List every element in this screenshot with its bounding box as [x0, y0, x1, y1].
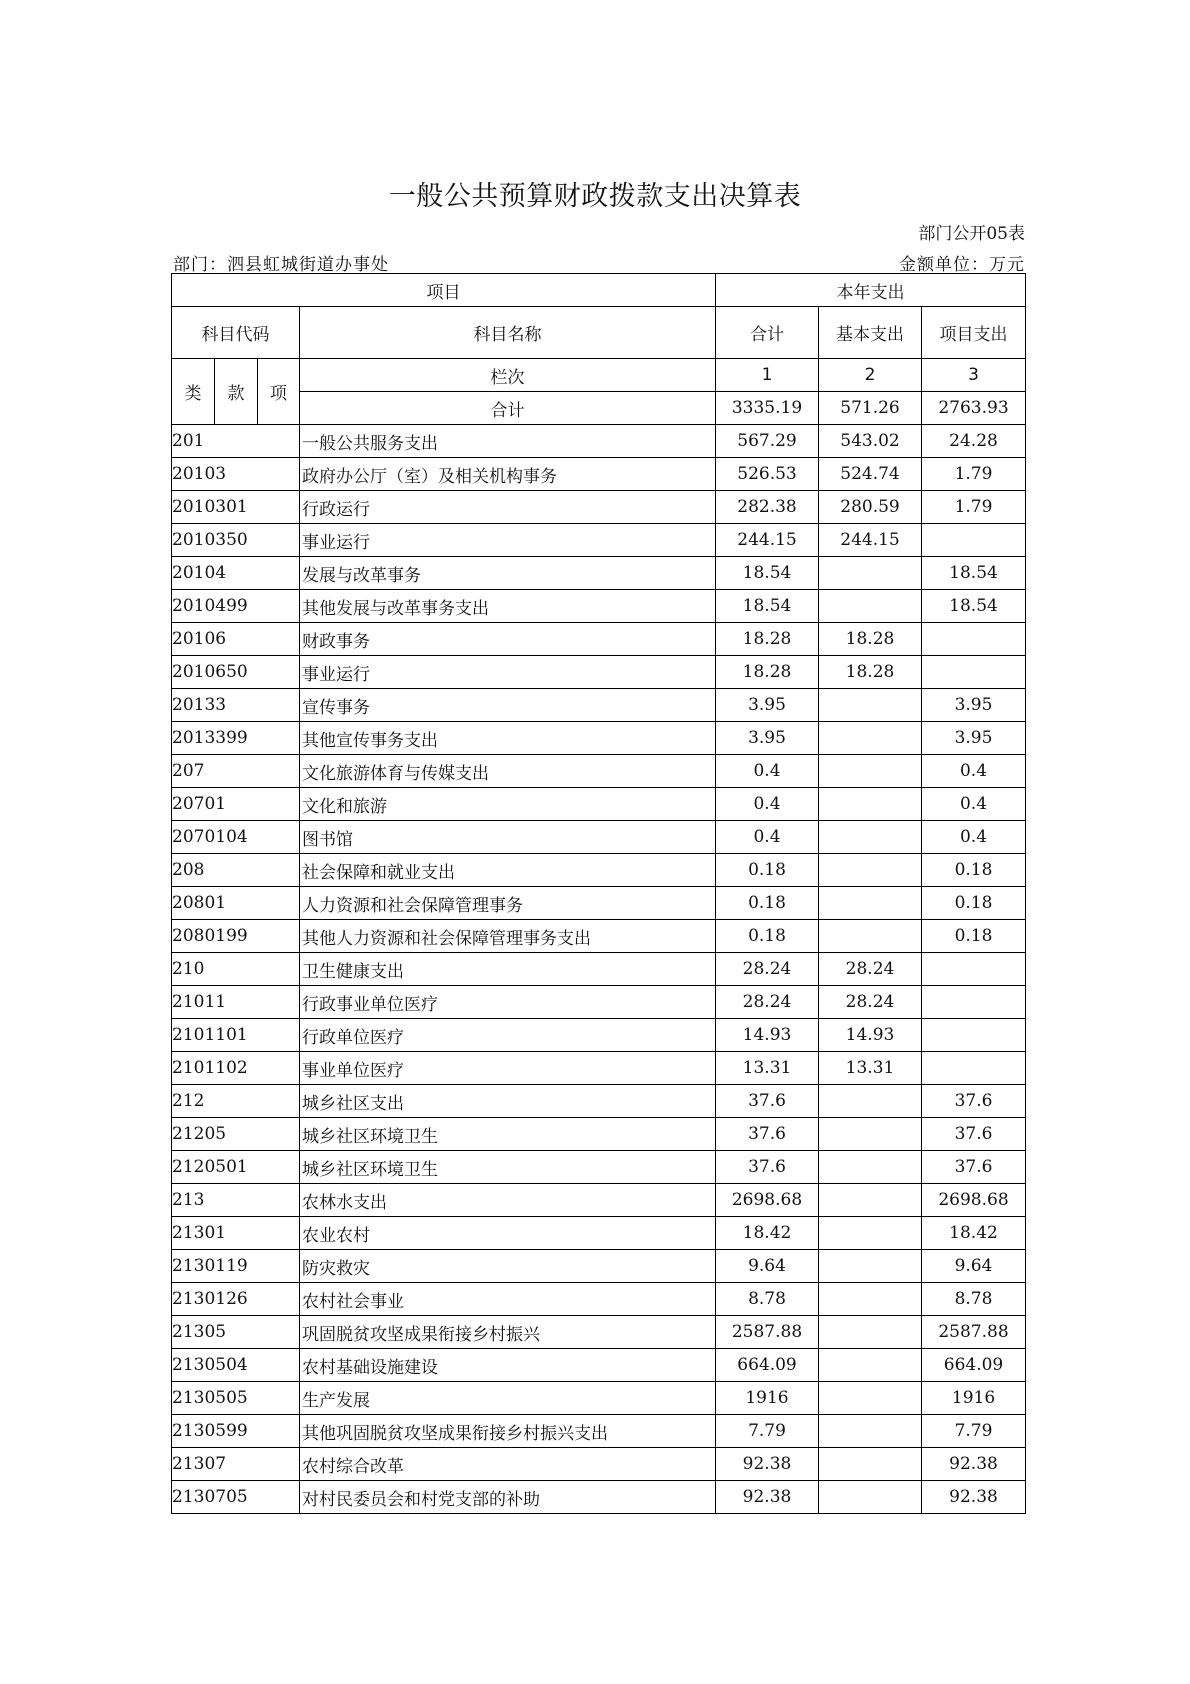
row-code: 208: [172, 854, 300, 887]
row-basic: [819, 1316, 922, 1349]
row-basic: 18.28: [819, 656, 922, 689]
table-row: [172, 656, 1026, 689]
row-total: 18.42: [716, 1217, 819, 1250]
row-project: 664.09: [922, 1349, 1026, 1382]
table-row: [172, 491, 1026, 524]
row-total: 1916: [716, 1382, 819, 1415]
table-row: [172, 1349, 1026, 1382]
row-code: 20106: [172, 623, 300, 656]
table-row: [172, 1217, 1026, 1250]
row-total: 0.18: [716, 854, 819, 887]
table-row: [172, 689, 1026, 722]
table-row: [172, 1019, 1026, 1052]
row-total: 0.4: [716, 821, 819, 854]
row-project: 1916: [922, 1382, 1026, 1415]
row-name: 城乡社区环境卫生: [300, 1118, 716, 1151]
row-name: 人力资源和社会保障管理事务: [300, 887, 716, 920]
row-name: 农村综合改革: [300, 1448, 716, 1481]
row-basic: 543.02: [819, 425, 922, 458]
row-code: 2120501: [172, 1151, 300, 1184]
row-code: 2010650: [172, 656, 300, 689]
table-row: [172, 1250, 1026, 1283]
total-basic: 571.26: [819, 392, 922, 425]
header-project-expense: 项目支出: [922, 307, 1026, 359]
row-basic: 524.74: [819, 458, 922, 491]
header-lei: 类: [172, 359, 215, 425]
row-name: 农村社会事业: [300, 1283, 716, 1316]
row-code: 213: [172, 1184, 300, 1217]
row-project: 9.64: [922, 1250, 1026, 1283]
row-name: 文化旅游体育与传媒支出: [300, 755, 716, 788]
row-code: 2130504: [172, 1349, 300, 1382]
row-code: 2130126: [172, 1283, 300, 1316]
row-basic: 18.28: [819, 623, 922, 656]
row-name: 事业单位医疗: [300, 1052, 716, 1085]
row-basic: [819, 689, 922, 722]
row-project: 3.95: [922, 689, 1026, 722]
row-total: 18.28: [716, 656, 819, 689]
row-basic: [819, 755, 922, 788]
table-row: [172, 887, 1026, 920]
row-project: 18.54: [922, 557, 1026, 590]
row-total: 9.64: [716, 1250, 819, 1283]
row-project: [922, 953, 1026, 986]
table-row: [172, 1283, 1026, 1316]
row-basic: [819, 788, 922, 821]
row-code: 2080199: [172, 920, 300, 953]
table-row: [172, 821, 1026, 854]
row-name: 其他人力资源和社会保障管理事务支出: [300, 920, 716, 953]
table-row: [172, 953, 1026, 986]
page-title: 一般公共预算财政拨款支出决算表: [388, 181, 802, 212]
row-project: 2587.88: [922, 1316, 1026, 1349]
row-basic: [819, 1382, 922, 1415]
row-project: 37.6: [922, 1151, 1026, 1184]
table-row: [172, 458, 1026, 491]
header-subject-code: 科目代码: [172, 307, 300, 359]
row-basic: 28.24: [819, 986, 922, 1019]
row-project: [922, 986, 1026, 1019]
row-name: 事业运行: [300, 524, 716, 557]
row-name: 事业运行: [300, 656, 716, 689]
row-basic: [819, 1217, 922, 1250]
table-row: [172, 1448, 1026, 1481]
row-project: 37.6: [922, 1085, 1026, 1118]
header-kuan: 款: [215, 359, 258, 425]
row-name: 图书馆: [300, 821, 716, 854]
row-project: 1.79: [922, 458, 1026, 491]
row-basic: [819, 557, 922, 590]
row-project: 0.4: [922, 755, 1026, 788]
row-name: 农村基础设施建设: [300, 1349, 716, 1382]
row-total: 2587.88: [716, 1316, 819, 1349]
table-row: [172, 1151, 1026, 1184]
row-project: 0.18: [922, 920, 1026, 953]
table-row: [172, 1184, 1026, 1217]
row-project: 7.79: [922, 1415, 1026, 1448]
row-basic: 280.59: [819, 491, 922, 524]
row-project: 0.4: [922, 788, 1026, 821]
header-xiang: 项: [258, 359, 300, 425]
row-name: 行政运行: [300, 491, 716, 524]
row-name: 农林水支出: [300, 1184, 716, 1217]
row-project: 92.38: [922, 1448, 1026, 1481]
row-name: 行政单位医疗: [300, 1019, 716, 1052]
table-row: [172, 623, 1026, 656]
row-basic: [819, 722, 922, 755]
row-total: 18.54: [716, 590, 819, 623]
row-project: 0.18: [922, 887, 1026, 920]
row-basic: [819, 1118, 922, 1151]
table-row: [172, 1316, 1026, 1349]
table-row: [172, 854, 1026, 887]
table-row: [172, 1052, 1026, 1085]
amount-unit-label: 金额单位：万元: [899, 255, 1025, 275]
row-project: [922, 623, 1026, 656]
row-code: 20701: [172, 788, 300, 821]
row-project: 92.38: [922, 1481, 1026, 1514]
row-project: 1.79: [922, 491, 1026, 524]
row-code: 2130599: [172, 1415, 300, 1448]
row-name: 城乡社区环境卫生: [300, 1151, 716, 1184]
row-project: 0.18: [922, 854, 1026, 887]
row-basic: 13.31: [819, 1052, 922, 1085]
row-code: 2010301: [172, 491, 300, 524]
row-code: 2130119: [172, 1250, 300, 1283]
row-code: 2013399: [172, 722, 300, 755]
row-total: 28.24: [716, 986, 819, 1019]
department-label: 部门：泗县虹城街道办事处: [173, 255, 389, 275]
row-total: 0.4: [716, 755, 819, 788]
row-basic: [819, 590, 922, 623]
row-total: 37.6: [716, 1118, 819, 1151]
row-code: 20104: [172, 557, 300, 590]
row-code: 21205: [172, 1118, 300, 1151]
row-name: 城乡社区支出: [300, 1085, 716, 1118]
row-name: 政府办公厅（室）及相关机构事务: [300, 458, 716, 491]
row-total: 13.31: [716, 1052, 819, 1085]
row-name: 文化和旅游: [300, 788, 716, 821]
row-project: [922, 524, 1026, 557]
row-total: 92.38: [716, 1481, 819, 1514]
row-code: 2130705: [172, 1481, 300, 1514]
row-code: 20801: [172, 887, 300, 920]
row-basic: [819, 1349, 922, 1382]
row-name: 巩固脱贫攻坚成果衔接乡村振兴: [300, 1316, 716, 1349]
row-basic: [819, 1481, 922, 1514]
row-basic: [819, 1151, 922, 1184]
row-basic: [819, 1250, 922, 1283]
row-total: 14.93: [716, 1019, 819, 1052]
table-row: [172, 524, 1026, 557]
table-row: [172, 920, 1026, 953]
row-total: 18.28: [716, 623, 819, 656]
row-total: 0.18: [716, 887, 819, 920]
row-code: 2101101: [172, 1019, 300, 1052]
row-project: [922, 1019, 1026, 1052]
row-name: 防灾救灾: [300, 1250, 716, 1283]
table-row: [172, 755, 1026, 788]
table-row: [172, 986, 1026, 1019]
row-total: 0.18: [716, 920, 819, 953]
table-row: [172, 1118, 1026, 1151]
table-row: [172, 590, 1026, 623]
row-basic: [819, 1085, 922, 1118]
row-project: 0.4: [922, 821, 1026, 854]
row-code: 20133: [172, 689, 300, 722]
row-name: 对村民委员会和村党支部的补助: [300, 1481, 716, 1514]
row-total: 2698.68: [716, 1184, 819, 1217]
row-total: 8.78: [716, 1283, 819, 1316]
row-code: 2010350: [172, 524, 300, 557]
row-basic: [819, 1283, 922, 1316]
table-row: [172, 1481, 1026, 1514]
row-total: 7.79: [716, 1415, 819, 1448]
row-code: 2101102: [172, 1052, 300, 1085]
header-basic: 基本支出: [819, 307, 922, 359]
row-project: 18.54: [922, 590, 1026, 623]
row-total: 526.53: [716, 458, 819, 491]
row-basic: [819, 854, 922, 887]
row-project: [922, 656, 1026, 689]
row-code: 21011: [172, 986, 300, 1019]
row-name: 其他发展与改革事务支出: [300, 590, 716, 623]
total-label: 合计: [300, 392, 716, 425]
table-row: [172, 557, 1026, 590]
row-name: 社会保障和就业支出: [300, 854, 716, 887]
form-number: 部门公开05表: [918, 224, 1025, 244]
row-name: 宣传事务: [300, 689, 716, 722]
row-project: 8.78: [922, 1283, 1026, 1316]
header-project: 项目: [172, 274, 716, 307]
row-project: 18.42: [922, 1217, 1026, 1250]
row-code: 21305: [172, 1316, 300, 1349]
header-current-year: 本年支出: [716, 274, 1026, 307]
table-row: [172, 425, 1026, 458]
row-code: 20103: [172, 458, 300, 491]
header-total: 合计: [716, 307, 819, 359]
row-total: 282.38: [716, 491, 819, 524]
row-basic: 244.15: [819, 524, 922, 557]
row-basic: 14.93: [819, 1019, 922, 1052]
row-name: 其他巩固脱贫攻坚成果衔接乡村振兴支出: [300, 1415, 716, 1448]
row-basic: [819, 1415, 922, 1448]
row-name: 财政事务: [300, 623, 716, 656]
row-basic: [819, 821, 922, 854]
row-code: 207: [172, 755, 300, 788]
row-name: 其他宣传事务支出: [300, 722, 716, 755]
row-project: 3.95: [922, 722, 1026, 755]
row-total: 3.95: [716, 722, 819, 755]
row-code: 2130505: [172, 1382, 300, 1415]
row-project: 37.6: [922, 1118, 1026, 1151]
row-total: 567.29: [716, 425, 819, 458]
row-project: 24.28: [922, 425, 1026, 458]
row-project: [922, 1052, 1026, 1085]
row-total: 37.6: [716, 1151, 819, 1184]
row-code: 21301: [172, 1217, 300, 1250]
row-total: 37.6: [716, 1085, 819, 1118]
header-col2: 2: [819, 359, 922, 392]
row-total: 664.09: [716, 1349, 819, 1382]
header-col3: 3: [922, 359, 1026, 392]
row-name: 农业农村: [300, 1217, 716, 1250]
table-row: [172, 722, 1026, 755]
expenditure-table: [171, 273, 1026, 1514]
row-basic: [819, 920, 922, 953]
table-row: [172, 1085, 1026, 1118]
row-name: 一般公共服务支出: [300, 425, 716, 458]
row-basic: [819, 887, 922, 920]
row-name: 发展与改革事务: [300, 557, 716, 590]
row-code: 2070104: [172, 821, 300, 854]
table-row: [172, 1415, 1026, 1448]
row-code: 21307: [172, 1448, 300, 1481]
row-code: 2010499: [172, 590, 300, 623]
total-row: [172, 392, 1026, 425]
header-subject-name: 科目名称: [300, 307, 716, 359]
table-row: [172, 1382, 1026, 1415]
row-total: 244.15: [716, 524, 819, 557]
row-basic: 28.24: [819, 953, 922, 986]
table-row: [172, 788, 1026, 821]
row-total: 28.24: [716, 953, 819, 986]
row-total: 0.4: [716, 788, 819, 821]
row-basic: [819, 1448, 922, 1481]
row-code: 201: [172, 425, 300, 458]
row-code: 210: [172, 953, 300, 986]
total-value: 3335.19: [716, 392, 819, 425]
header-lanci: 栏次: [300, 359, 716, 392]
row-total: 3.95: [716, 689, 819, 722]
row-code: 212: [172, 1085, 300, 1118]
row-basic: [819, 1184, 922, 1217]
row-total: 18.54: [716, 557, 819, 590]
row-name: 卫生健康支出: [300, 953, 716, 986]
header-col1: 1: [716, 359, 819, 392]
total-project: 2763.93: [922, 392, 1026, 425]
row-name: 生产发展: [300, 1382, 716, 1415]
row-name: 行政事业单位医疗: [300, 986, 716, 1019]
row-project: 2698.68: [922, 1184, 1026, 1217]
row-total: 92.38: [716, 1448, 819, 1481]
